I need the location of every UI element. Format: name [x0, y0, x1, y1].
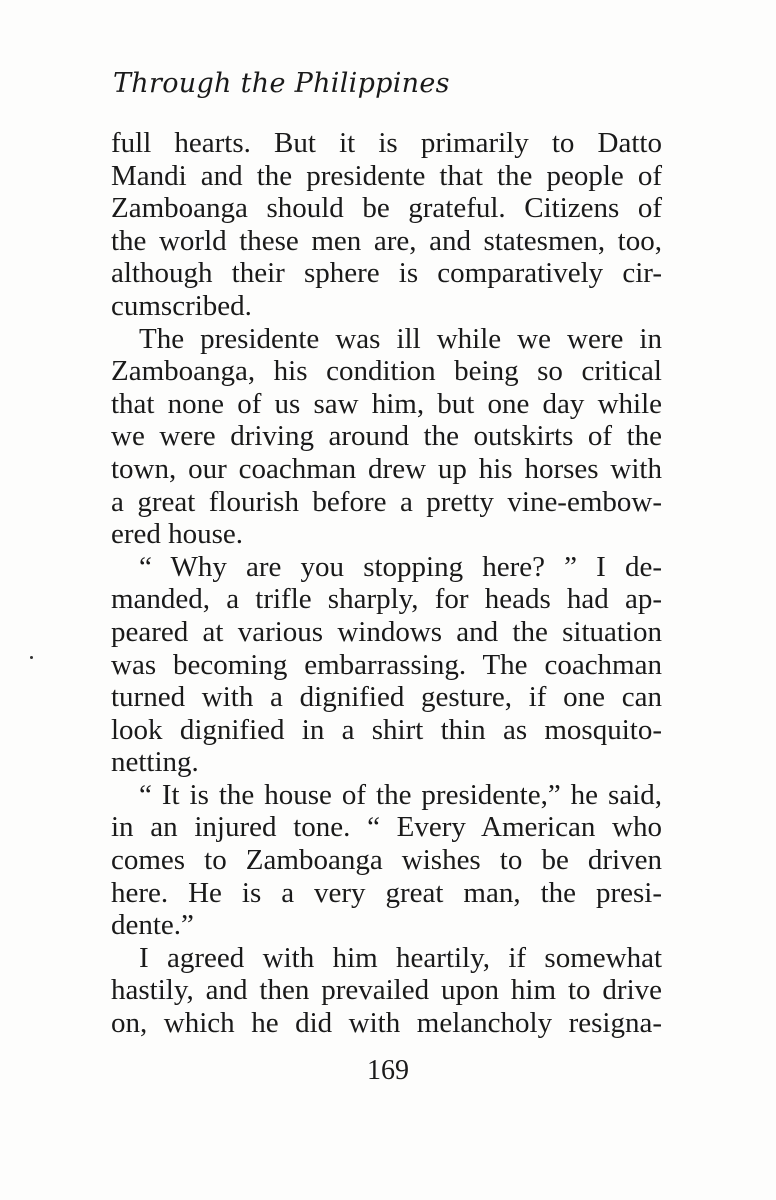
text-line: full hearts. But it is primarily to Datto	[111, 127, 662, 159]
text-line: ered house.	[111, 518, 244, 551]
text-line: on, which he did with melancholy resigna-	[111, 1007, 662, 1040]
text-line: town, our coachman drew up his horses with	[111, 452, 662, 485]
running-head: Through the Philippines	[113, 68, 450, 99]
text-line: although their sphere is comparatively cir-	[111, 257, 662, 290]
text-line: we were driving around the outskirts of the	[111, 420, 662, 453]
text-line: the world these men are, and statesmen, too,	[111, 224, 662, 257]
text-line: that none of us saw him, but one day while	[111, 387, 662, 420]
text-line: I agreed with him heartily, if somewhat	[139, 941, 662, 974]
page-number: 169	[367, 1055, 409, 1086]
text-line: Mandi and the presidente that the people of	[111, 159, 662, 192]
text-line: manded, a trifle sharply, for heads had ap-	[111, 583, 662, 616]
text-line: peared at various windows and the situation	[111, 615, 662, 648]
body-text	[111, 127, 662, 1040]
text-line: Zamboanga, his condition being so critical	[111, 355, 662, 388]
text-line: a great flourish before a pretty vine-embow-	[111, 485, 662, 518]
text-line: turned with a dignified gesture, if one can	[111, 681, 662, 714]
text-line: “ Why are you stopping here? ” I de-	[139, 550, 662, 583]
text-line: “ It is the house of the presidente,” he said,	[139, 778, 662, 811]
text-line: look dignified in a shirt thin as mosquito-	[111, 713, 662, 746]
text-line: The presidente was ill while we were in	[139, 322, 662, 355]
text-line: in an injured tone. “ Every American who	[111, 811, 662, 844]
text-line: Zamboanga should be grateful. Citizens of	[111, 192, 662, 225]
text-line: dente.”	[111, 909, 194, 942]
text-line: here. He is a very great man, the presi-	[111, 876, 662, 909]
text-line: comes to Zamboanga wishes to be driven	[111, 844, 662, 877]
text-line: was becoming embarrassing. The coachman	[111, 648, 662, 681]
text-line: cumscribed.	[111, 289, 252, 322]
ink-speck	[30, 656, 33, 659]
text-line: netting.	[111, 746, 199, 779]
text-line: hastily, and then prevailed upon him to drive	[111, 974, 662, 1007]
